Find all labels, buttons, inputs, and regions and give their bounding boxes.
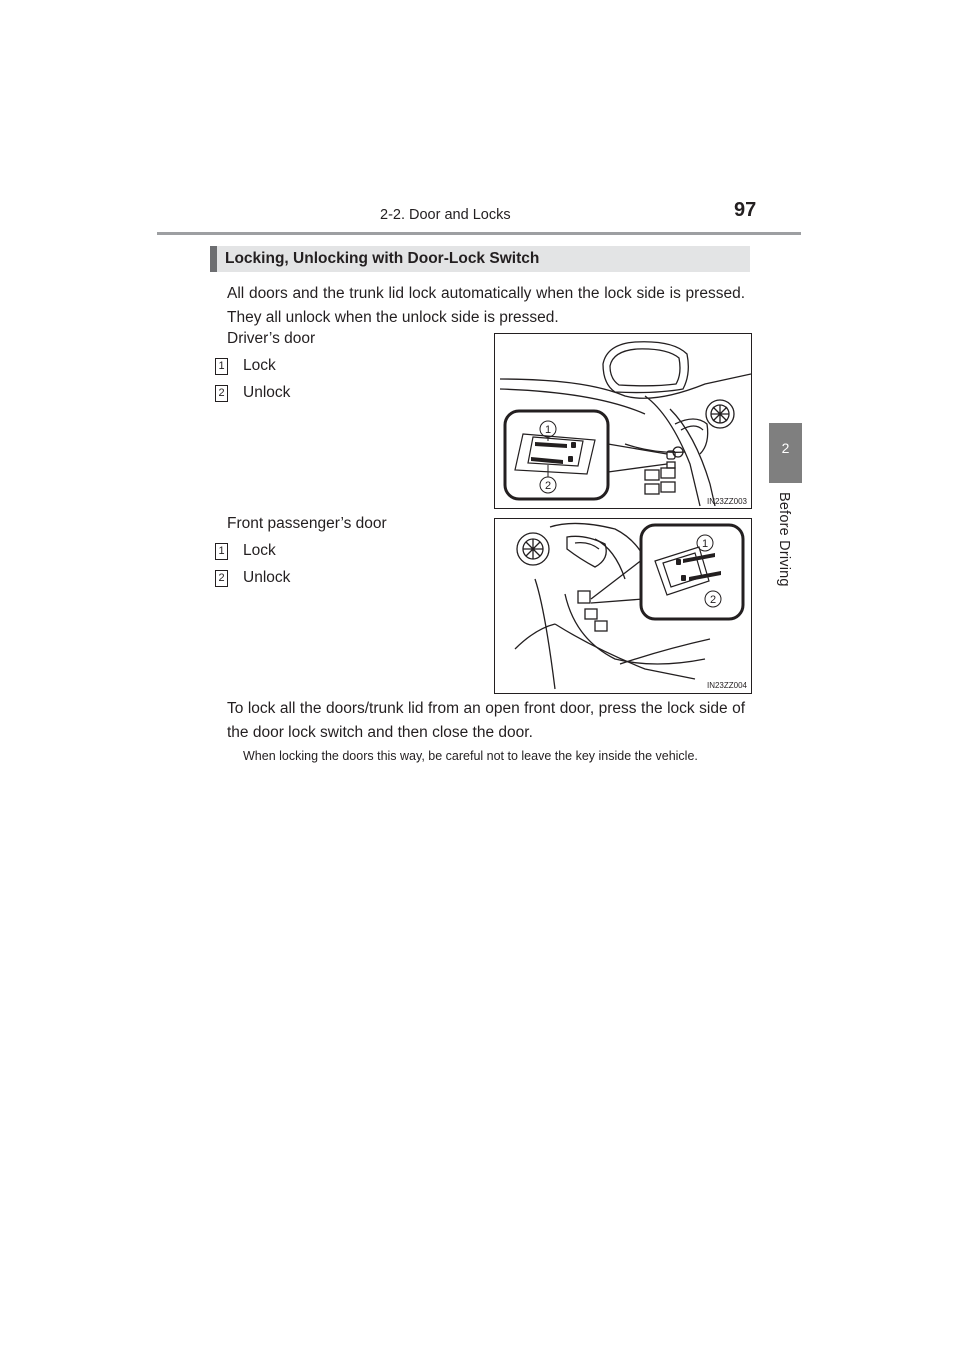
passenger-door-lock-text: Lock bbox=[243, 542, 276, 559]
figure-code: IN23ZZ004 bbox=[706, 681, 747, 690]
figure-callout-2: 2 bbox=[709, 594, 717, 606]
drivers-door-unlock-text: Unlock bbox=[243, 384, 291, 401]
figure-callout-1: 1 bbox=[544, 424, 552, 436]
running-header-section: 2-2. Door and Locks bbox=[380, 207, 511, 223]
passenger-door-illustration bbox=[494, 518, 752, 694]
chapter-number: 2 bbox=[781, 440, 790, 456]
item-number-badge: 2 bbox=[215, 570, 228, 587]
drivers-door-label: Driver’s door bbox=[227, 330, 316, 347]
note-text: When locking the doors this way, be careful not to leave the key inside the vehicle. bbox=[243, 749, 698, 763]
item-number-badge: 2 bbox=[215, 385, 228, 402]
item-number-badge: 1 bbox=[215, 358, 228, 375]
header-rule bbox=[157, 232, 801, 235]
figure-callout-2: 2 bbox=[544, 480, 552, 492]
drivers-door-lock-text: Lock bbox=[243, 357, 276, 374]
instruction-paragraph: To lock all the doors/trunk lid from an open front door, press the lock side of the door lock switch and then close the door. bbox=[227, 700, 745, 741]
figure-code: IN23ZZ003 bbox=[706, 497, 747, 506]
section-heading-marker bbox=[210, 246, 217, 272]
intro-paragraph: All doors and the trunk lid lock automatically when the lock side is pressed. They all unlock when the unlock side is pressed. bbox=[227, 285, 745, 326]
chapter-label: Before Driving bbox=[776, 492, 792, 587]
figure-callout-1: 1 bbox=[701, 538, 709, 550]
drivers-door-illustration bbox=[494, 333, 752, 509]
page-number: 97 bbox=[734, 199, 757, 221]
passenger-door-unlock-text: Unlock bbox=[243, 569, 291, 586]
item-number-badge: 1 bbox=[215, 543, 228, 560]
drivers-door-drawing bbox=[495, 334, 751, 508]
section-title: Locking, Unlocking with Door-Lock Switch bbox=[225, 250, 540, 267]
passenger-door-label: Front passenger’s door bbox=[227, 515, 387, 532]
passenger-door-drawing bbox=[495, 519, 751, 693]
